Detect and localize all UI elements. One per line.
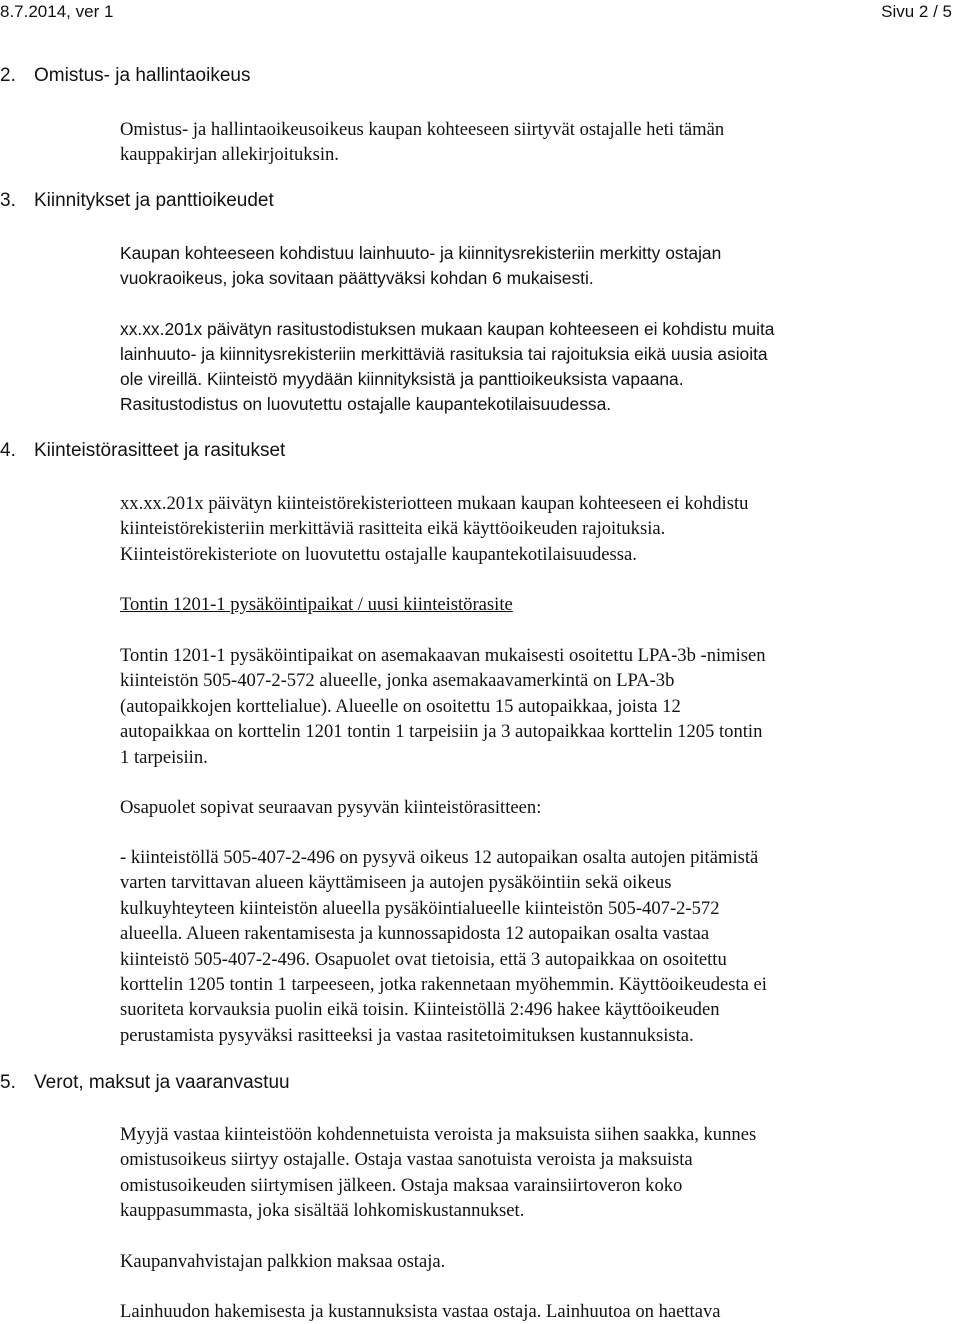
section-5-heading <box>0 1071 290 1095</box>
text-line: xx.xx.201x päivätyn kiinteistörekisteriotteen mukaan kaupan kohteeseen ei kohdistu <box>120 493 749 514</box>
text-line: kiinteistön 505-407-2-572 alueelle, jonka asemakaavamerkintä on LPA-3b <box>120 670 675 692</box>
section-5-paragraph-2 <box>120 1249 900 1274</box>
page-header <box>0 2 960 24</box>
section-2-heading <box>0 64 250 88</box>
section-3-heading <box>0 189 274 213</box>
text-line: Kaupan kohteeseen kohdistuu lainhuuto- ja kiinnitysrekisteriin merkitty ostajan <box>120 243 722 263</box>
section-4-paragraph-1 <box>120 491 900 567</box>
text-line: kauppasummasta, joka sisältää lohkomiskustannukset. <box>120 1200 525 1222</box>
text-line: Osapuolet sopivat seuraavan pysyvän kiinteistörasitteen: <box>120 797 542 818</box>
text-line: lainhuuto- ja kiinnitysrekisteriin merkittäviä rasituksia tai rajoituksia eikä uusia asioita <box>120 344 768 364</box>
text-line: perustamista pysyväksi rasitteeksi ja vastaa rasitetoimituksen kustannuksista. <box>120 1024 694 1046</box>
header-page-number: Sivu 2 / 5 <box>881 2 952 21</box>
section-4-paragraph-3 <box>120 795 900 820</box>
text-line: Kaupanvahvistajan palkkion maksaa ostaja. <box>120 1251 446 1272</box>
section-5-title: Verot, maksut ja vaaranvastuu <box>34 1072 290 1093</box>
text-line: omistusoikeuden siirtymisen jälkeen. Ostaja maksaa varainsiirtoveron koko <box>120 1174 683 1196</box>
section-4-paragraph-4 <box>120 845 900 1048</box>
section-4-number: 4. <box>0 440 16 461</box>
header-date-version: 8.7.2014, ver 1 <box>0 2 114 21</box>
section-2-number: 2. <box>0 65 16 86</box>
section-3-paragraph-1 <box>120 241 900 291</box>
section-5-paragraph-3 <box>120 1299 900 1324</box>
text-line: - kiinteistöllä 505-407-2-496 on pysyvä oikeus 12 autopaikan osalta autojen pitämistä <box>120 847 759 868</box>
text-line: korttelin 1205 tontin 1 tarpeeseen, jotka rakennetaan myöhemmin. Käyttöoikeudesta ei <box>120 974 767 996</box>
text-line: 1 tarpeisiin. <box>120 746 208 768</box>
section-3-paragraph-2 <box>120 317 900 417</box>
text-line: kauppakirjan allekirjoituksin. <box>120 144 339 166</box>
section-4-subheading: Tontin 1201-1 pysäköintipaikat / uusi kiinteistörasite <box>120 594 513 615</box>
section-2-paragraph-1 <box>120 117 900 168</box>
section-4-paragraph-2 <box>120 643 900 770</box>
text-line: Tontin 1201-1 pysäköintipaikat on asemakaavan mukaisesti osoitettu LPA-3b -nimisen <box>120 645 766 666</box>
section-3-number: 3. <box>0 190 16 211</box>
text-line: Lainhuudon hakemisesta ja kustannuksista vastaa ostaja. Lainhuutoa on haettava <box>120 1301 721 1322</box>
text-line: (autopaikkojen korttelialue). Alueelle on osoitettu 15 autopaikkaa, joista 12 <box>120 695 681 717</box>
section-5-number: 5. <box>0 1072 16 1093</box>
text-line: Myyjä vastaa kiinteistöön kohdennetuista veroista ja maksuista siihen saakka, kunnes <box>120 1124 757 1145</box>
text-line: autopaikkaa on korttelin 1201 tontin 1 tarpeisiin ja 3 autopaikkaa korttelin 1205 tontin <box>120 721 763 743</box>
text-line: kulkuyhteyteen kiinteistön alueella pysäköintialueelle kiinteistön 505-407-2-572 <box>120 897 720 919</box>
text-line: kiinteistörekisteriin merkittäviä rasitteita eikä käyttöoikeuden rajoituksia. <box>120 518 666 540</box>
text-line: ole vireillä. Kiinteistö myydään kiinnityksistä ja panttioikeuksista vapaana. <box>120 369 684 389</box>
text-line: kiinteistö 505-407-2-496. Osapuolet ovat tietoisia, että 3 autopaikkaa on osoitettu <box>120 948 727 970</box>
section-5-paragraph-1 <box>120 1122 900 1224</box>
section-4-heading <box>0 439 285 463</box>
section-3-title: Kiinnitykset ja panttioikeudet <box>34 190 274 211</box>
text-line: Omistus- ja hallintaoikeusoikeus kaupan kohteeseen siirtyvät ostajalle heti tämän <box>120 119 725 140</box>
text-line: vuokraoikeus, joka sovitaan päättyväksi kohdan 6 mukaisesti. <box>120 268 594 288</box>
text-line: omistusoikeus siirtyy ostajalle. Ostaja vastaa sanotuista veroista ja maksuista <box>120 1149 693 1171</box>
text-line: varten tarvittavan alueen käyttämiseen ja autojen pysäköintiin sekä oikeus <box>120 872 672 894</box>
section-4-subheading-block <box>120 592 900 617</box>
text-line: alueella. Alueen rakentamisesta ja kunnossapidosta 12 autopaikan osalta vastaa <box>120 923 710 945</box>
text-line: xx.xx.201x päivätyn rasitustodistuksen mukaan kaupan kohteeseen ei kohdistu muita <box>120 319 775 339</box>
section-4-title: Kiinteistörasitteet ja rasitukset <box>34 440 286 461</box>
text-line: suoriteta korvauksia puolin eikä toisin. Kiinteistöllä 2:496 hakee käyttöoikeuden <box>120 999 720 1021</box>
text-line: Rasitustodistus on luovutettu ostajalle kaupantekotilaisuudessa. <box>120 394 612 414</box>
text-line: Kiinteistörekisteriote on luovutettu ostajalle kaupantekotilaisuudessa. <box>120 543 637 565</box>
section-2-title: Omistus- ja hallintaoikeus <box>34 65 251 86</box>
